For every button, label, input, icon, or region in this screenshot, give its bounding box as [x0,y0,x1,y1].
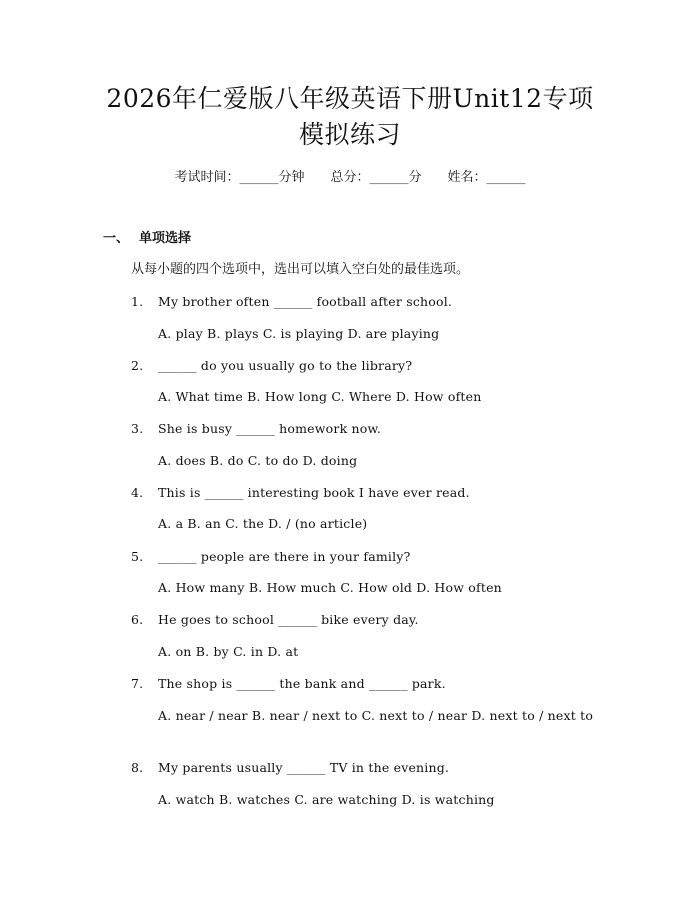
exam-student-name: 姓名：______ [447,170,526,185]
question-stem [131,419,381,439]
question-stem [131,356,412,376]
question-number: 4. [131,485,144,500]
document-title-line2: 模拟练习 [298,120,401,149]
question-options: A. does B. do C. to do D. doing [158,453,358,468]
question-options: A. play B. plays C. is playing D. are playing [158,326,440,341]
exam-info [0,168,700,188]
question-stem [131,292,452,312]
question-number: 5. [131,549,144,564]
question-text: This is ______ interesting book I have ever read. [158,485,470,500]
question-options: A. near / near B. near / next to C. next to / near D. next to / next to [158,708,594,723]
question-number: 3. [131,421,144,436]
question-text: She is busy ______ homework now. [158,421,382,436]
question-number: 1. [131,294,144,309]
question-text: My brother often ______ football after school. [158,294,453,309]
section-instruction: 从每小题的四个选项中，选出可以填入空白处的最佳选项。 [131,262,470,277]
question-options: A. What time B. How long C. Where D. How often [158,389,482,404]
question-number: 7. [131,676,144,691]
question-stem [131,674,446,694]
question-options: A. on B. by C. in D. at [158,644,299,659]
section-number: 一、 [103,231,130,246]
question-stem [131,483,470,503]
question-options: A. a B. an C. the D. / (no article) [158,516,368,531]
question-stem [131,758,449,778]
question-stem [131,610,419,630]
exam-total-score: 总分：______分 [330,170,422,185]
section-title: 单项选择 [139,231,192,246]
question-number: 2. [131,358,144,373]
question-text: The shop is ______ the bank and ______ park. [158,676,446,691]
section-heading [103,229,191,249]
question-number: 8. [131,760,144,775]
document-title-line1: 2026年仁爱版八年级英语下册Unit12专项 [106,84,594,113]
question-options: A. How many B. How much C. How old D. How often [158,580,502,595]
question-text: ______ people are there in your family? [158,549,411,564]
question-options: A. watch B. watches C. are watching D. is watching [158,792,495,807]
question-text: My parents usually ______ TV in the evening. [158,760,450,775]
question-text: He goes to school ______ bike every day. [158,612,419,627]
question-number: 6. [131,612,144,627]
question-stem [131,547,410,567]
question-text: ______ do you usually go to the library? [158,358,413,373]
exam-time: 考试时间：______分钟 [174,170,305,185]
